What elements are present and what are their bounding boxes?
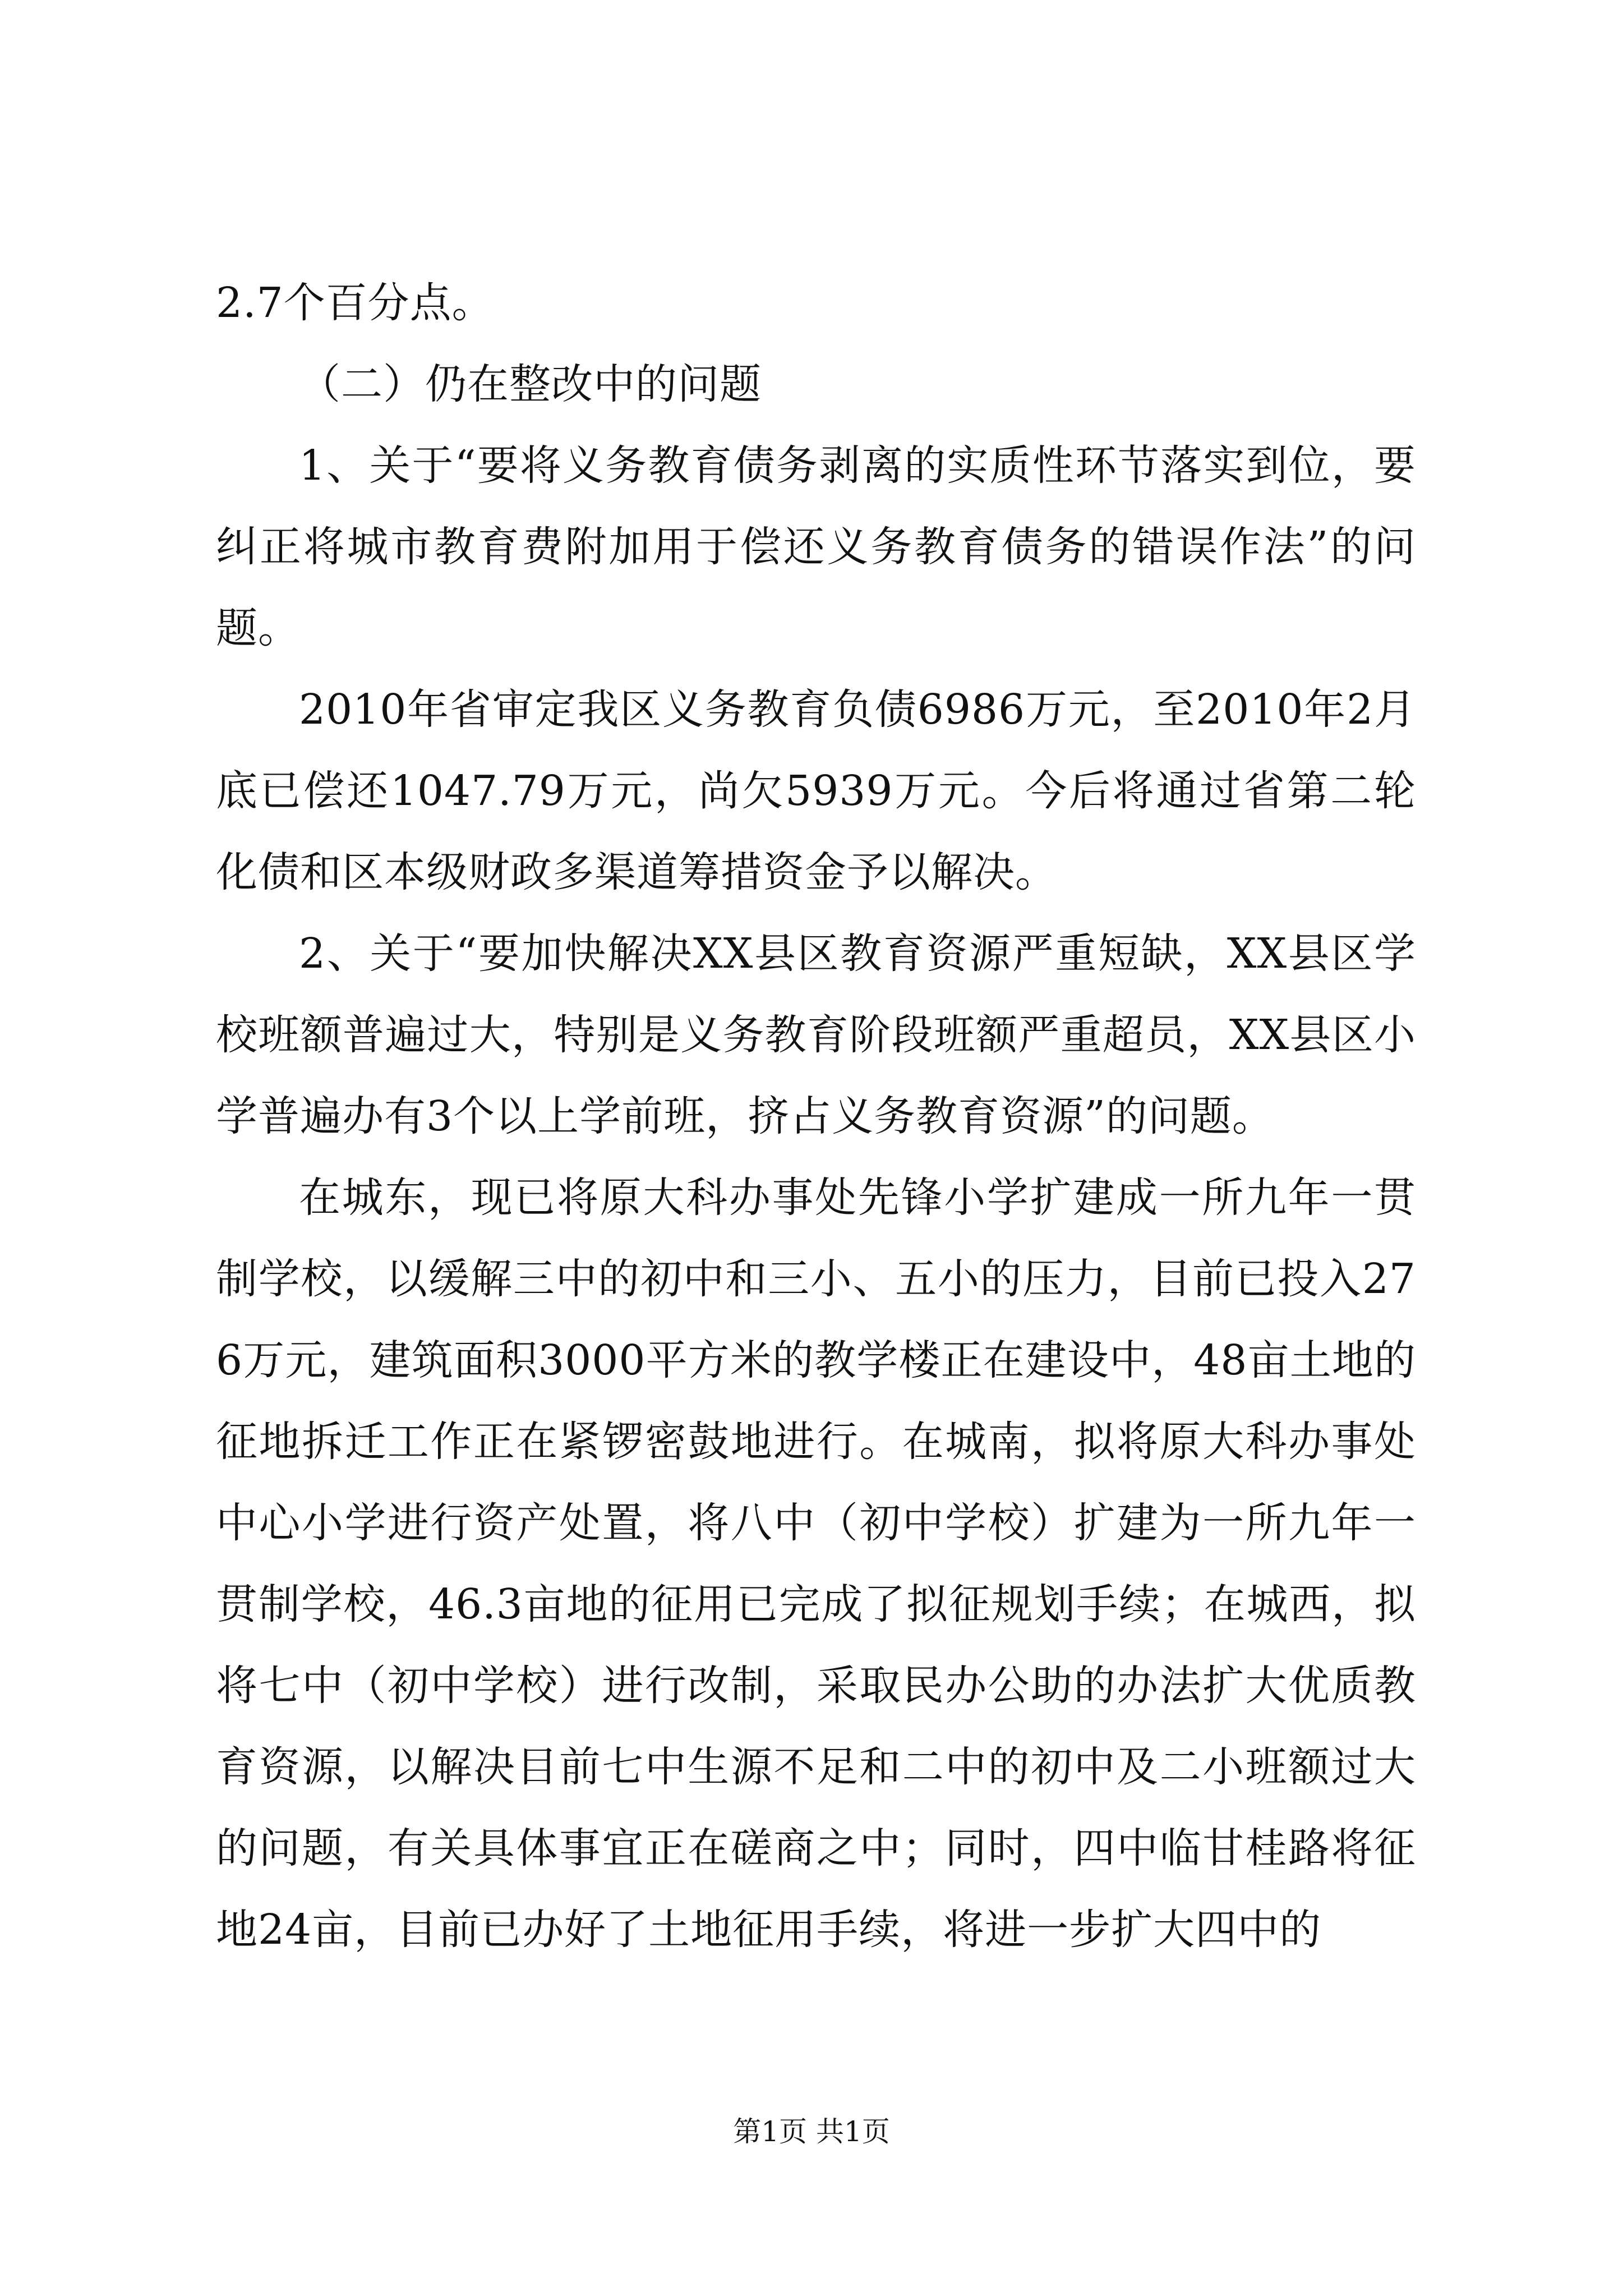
- document-body: [216, 263, 1416, 1971]
- page-footer: 第1页 共1页: [733, 2115, 890, 2148]
- section-heading: （二）仍在整改中的问题: [299, 360, 762, 408]
- paragraph-school-expansion: 在城东，现已将原大科办事处先锋小学扩建成一所九年一贯制学校，以缓解三中的初中和三小、五小的压力，目前已投入276万元，建筑面积3000平方米的教学楼正在建设中，48亩土地的征地拆迁工作正在紧锣密鼓地进行。在城南，拟将原大科办事处中心小学进行资产处置，将八中（初中学校）扩建为一所九年一贯制学校，46.3亩地的征用已完成了拟征规划手续；在城西，拟将七中（初中学校）进行改制，采取民办公助的办法扩大优质教育资源，以解决目前七中生源不足和二中的初中及二小班额过大的问题，有关具体事宜正在磋商之中；同时，四中临甘桂路将征地24亩，目前已办好了土地征用手续，将进一步扩大四中的: [216, 1174, 1416, 1954]
- paragraph-debt-status: 2010年省审定我区义务教育负债6986万元，至2010年2月底已偿还1047.79万元，尚欠5939万元。今后将通过省第二轮化债和区本级财政多渠道筹措资金予以解决。: [216, 685, 1416, 896]
- paragraph-item-2-title: 2、关于“要加快解决XX县区教育资源严重短缺，XX县区学校班额普遍过大，特别是义务教育阶段班额严重超员，XX县区小学普遍办有3个以上学前班，挤占义务教育资源”的问题。: [216, 930, 1416, 1140]
- paragraph-item-1-title: 1、关于“要将义务教育债务剥离的实质性环节落实到位，要纠正将城市教育费附加用于偿还义务教育债务的错误作法”的问题。: [216, 441, 1416, 652]
- paragraph-continuation: 2.7个百分点。: [216, 279, 494, 327]
